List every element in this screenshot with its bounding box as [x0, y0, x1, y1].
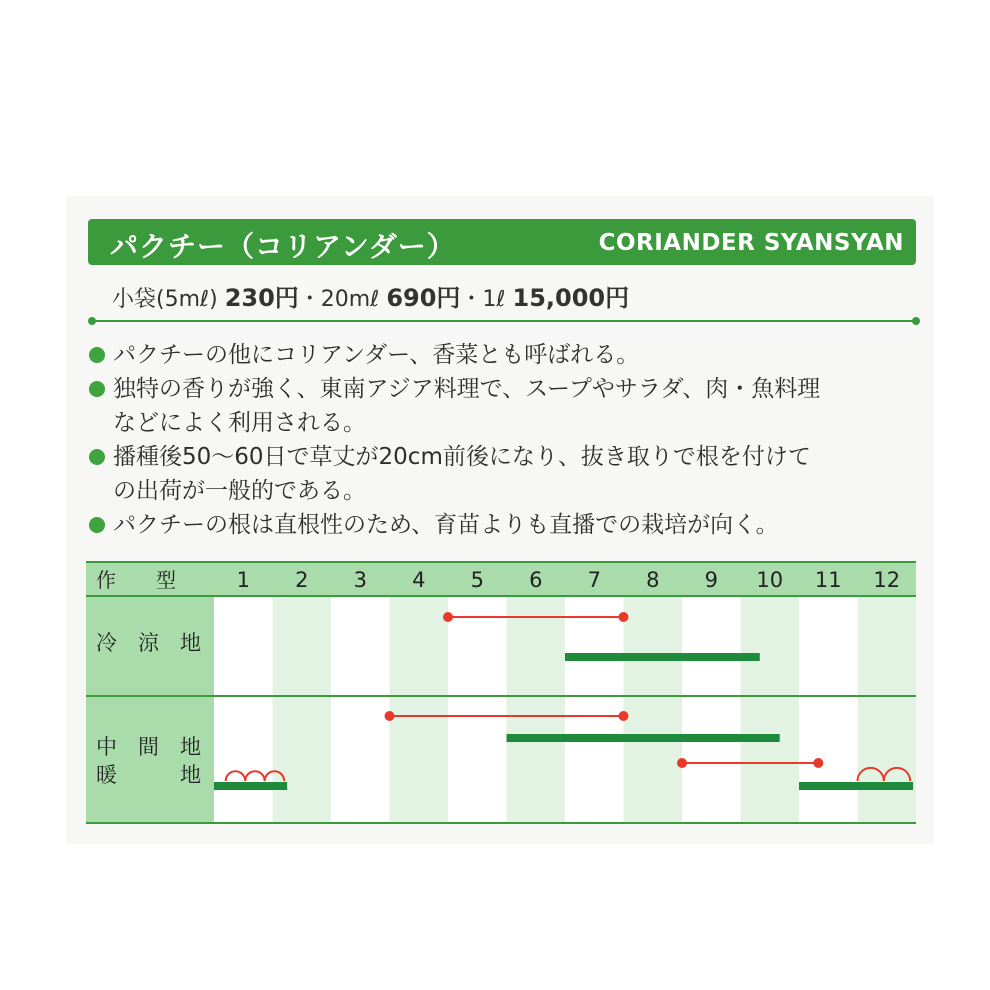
sowing-end-dot — [619, 711, 629, 721]
month-column — [741, 596, 800, 823]
calendar-background — [86, 562, 916, 823]
harvest-period-bar — [565, 653, 760, 661]
month-column — [565, 596, 624, 823]
month-tick-label: 10 — [756, 568, 784, 592]
month-tick-label: 9 — [704, 568, 718, 592]
month-tick-label: 8 — [646, 568, 660, 592]
small-bag-label: 小袋(5mℓ) — [112, 287, 218, 312]
description-line: 独特の香りが強く、東南アジア料理で、スープやサラダ、肉・魚料理 — [113, 376, 821, 402]
description-line: パクチーの根は直根性のため、育苗よりも直播での栽培が向く。 — [113, 512, 779, 538]
row-label-mid-warm: 暖 地 — [96, 763, 201, 787]
month-tick-label: 2 — [295, 568, 309, 592]
description-line: 播種後50〜60日で草丈が20cm前後になり、抜き取りで根を付けて — [113, 444, 811, 470]
product-title: パクチー（コリアンダー） — [110, 230, 456, 263]
month-tick-label: 11 — [814, 568, 842, 592]
month-column — [507, 596, 566, 823]
month-tick-label: 3 — [353, 568, 367, 592]
month-tick-label: 1 — [236, 568, 250, 592]
small-bag-price: 230円 — [224, 284, 299, 312]
harvest-period-bar — [214, 782, 287, 790]
sowing-end-dot — [813, 758, 823, 768]
month-tick-label: 4 — [412, 568, 426, 592]
harvest-period-bar — [799, 782, 913, 790]
harvest-period-bar — [507, 734, 780, 742]
month-column — [390, 596, 449, 823]
product-english-name: CORIANDER SYANSYAN — [598, 230, 904, 256]
mid-size-price: 690円 — [386, 284, 461, 312]
description-line: の出荷が一般的である。 — [113, 478, 366, 504]
month-column — [448, 596, 507, 823]
month-column — [331, 596, 390, 823]
month-column — [624, 596, 683, 823]
large-size-price: 15,000円 — [512, 284, 630, 312]
sowing-start-dot — [385, 711, 395, 721]
description-line: などによく利用される。 — [113, 410, 366, 436]
row-label-cool: 冷 涼 地 — [96, 631, 201, 655]
row-label-mid-warm: 中 間 地 — [96, 735, 201, 759]
sowing-start-dot — [677, 758, 687, 768]
month-column — [682, 596, 741, 823]
month-tick-label: 6 — [529, 568, 543, 592]
crop-type-header: 作 型 — [96, 568, 176, 592]
month-tick-label: 12 — [873, 568, 901, 592]
calendar-header-band — [86, 562, 916, 596]
large-size-label: ・1ℓ — [460, 287, 506, 312]
sowing-start-dot — [443, 612, 453, 622]
mid-size-label: ・20mℓ — [298, 287, 380, 312]
sowing-end-dot — [619, 612, 629, 622]
month-tick-label: 5 — [470, 568, 484, 592]
description-line: パクチーの他にコリアンダー、香菜とも呼ばれる。 — [113, 342, 640, 368]
month-tick-label: 7 — [587, 568, 601, 592]
